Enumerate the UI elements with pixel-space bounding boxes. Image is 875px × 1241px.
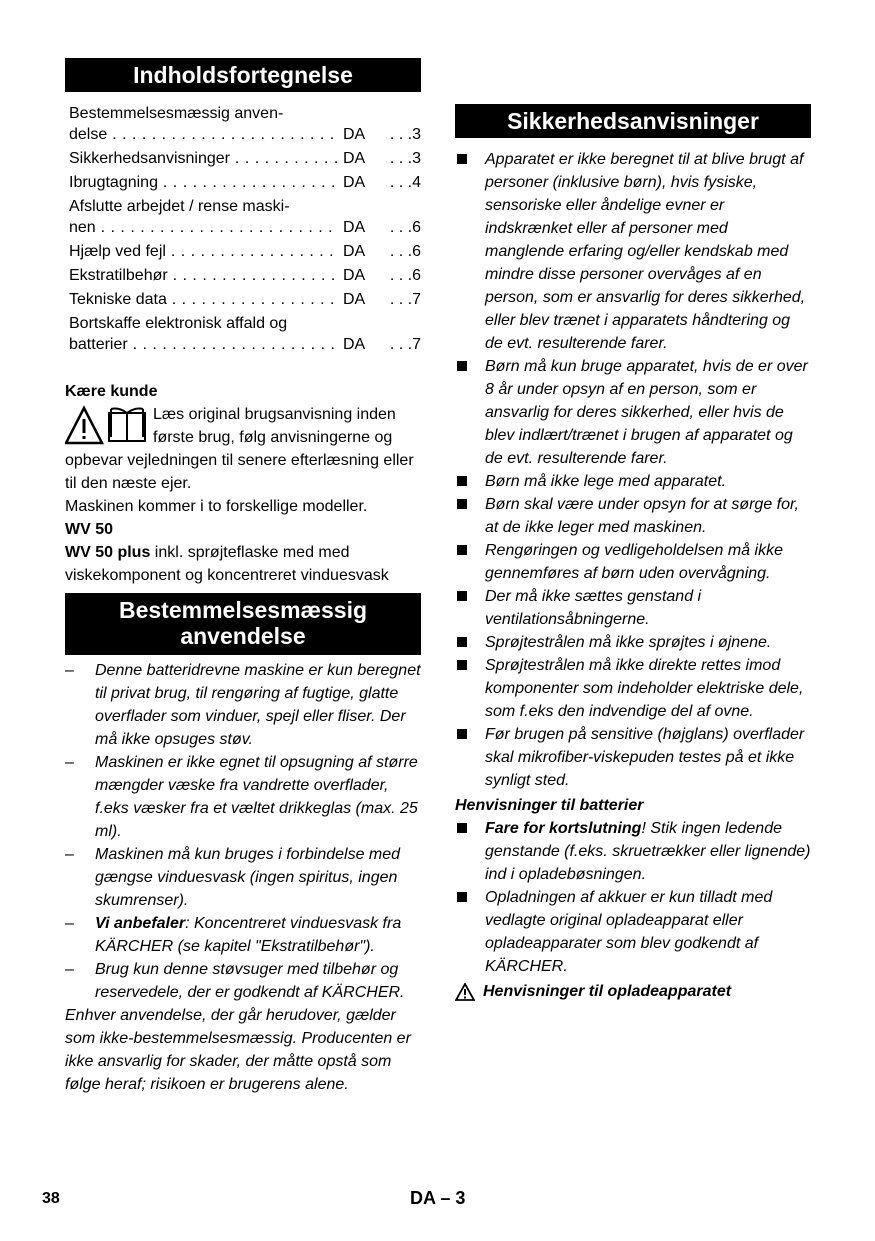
list-item [455,539,811,585]
list-item [455,723,811,792]
list-item [455,654,811,723]
intended-use-title-line1: Bestemmelsesmæssig [118,597,368,623]
toc-title: Indholdsfortegnelse [65,58,421,92]
left-column [65,58,421,1096]
list-item: – Maskinen er ikke egnet til opsugning af større mængder væske fra vandrette overflader, f.eks væsker fra et væltet drikkeglas (max. 25 ml). [65,751,421,843]
intended-use-closing: Enhver anvendelse, der går herudover, gælder som ikke-bestemmelsesmæssig. Producenten er ikke ansvarlig for skader, der måtte opstå som følge heraf; risikoen er brugerens alene. [65,1007,411,1093]
list-item [455,631,811,654]
bullet-square-icon [457,637,467,647]
bullet-square-icon [457,545,467,555]
toc-entry[interactable] [69,148,421,169]
toc-entry-lang: DA [343,336,366,353]
toc-entry[interactable] [69,196,421,238]
toc-entry-line1: Bortskaffe elektronisk affald og [69,315,288,332]
battery-list [455,817,811,978]
bullet-square-icon [457,892,467,902]
charger-heading-row [455,980,811,1003]
list-item-text: ! Stik ingen ledende genstande (f.eks. skruetrækker eller lignende) ind i opladebøsningen. [485,820,811,883]
greeting: Kære kunde [65,383,158,400]
bullet-square-icon [457,729,467,739]
model-wv50-plus-desc: inkl. sprøjteflaske med med viskekomponent og koncentreret vinduesvask [65,544,389,584]
toc-entry-lang: DA [343,150,366,167]
list-item-text: Rengøringen og vedligeholdelsen må ikke gennemføres af børn uden overvågning. [485,542,783,582]
list-item [455,493,811,539]
models-sentence: Maskinen kommer i to forskellige modeller. [65,498,368,515]
toc-entry-label: Ekstratilbehør . . . [69,265,339,286]
toc-entry-lang: DA [343,174,366,191]
bullet-square-icon [457,361,467,371]
toc-entry-lang: DA [343,126,366,143]
notice-text: Læs original brugsanvisning inden første brug, følg anvisningerne og opbevar vejledningen til senere efterlæsning eller til den næste ejer. [65,406,414,492]
list-item-text: Sprøjtestrålen må ikke sprøjtes i øjnene. [485,634,772,651]
right-column [455,52,811,1003]
toc-entry-line1: Afslutte arbejdet / rense maski- [69,198,290,215]
toc-entry-page: . . . 6 [373,265,421,286]
list-item [455,148,811,355]
toc-entry-page: . . . 6 [373,217,421,238]
toc-entry-lang: DA [343,243,366,260]
toc-entry[interactable] [69,265,421,286]
bullet-square-icon [457,823,467,833]
toc-entry-lang: DA [343,219,366,236]
toc-entry-line1: Bestemmelsesmæssig anven- [69,105,284,122]
list-item: – Denne batteridrevne maskine er kun beregnet til privat brug, til rengøring af fugtige, glatte overflader som vinduer, spejl eller fliser. Der må ikke opsuges støv. [65,659,421,751]
toc-entry-page: . . . 3 [373,148,421,169]
toc-entry-label: Ibrugtagning . . . [69,172,339,193]
short-circuit-label: Fare for kortslutning [485,820,642,837]
model-wv50-plus [65,541,421,587]
model-wv50: WV 50 [65,521,114,538]
list-item [65,912,421,958]
toc-entry[interactable] [69,241,421,262]
read-manual-notice [65,403,421,495]
toc-entry[interactable] [69,172,421,193]
toc-entry-lang: DA [343,267,366,284]
list-item [455,817,811,886]
list-item: – Maskinen må kun bruges i forbindelse med gængse vinduesvask (ingen spiritus, ingen skumrenser). [65,843,421,912]
bullet-square-icon [457,476,467,486]
toc-entry[interactable] [69,313,421,355]
safety-title: Sikkerhedsanvisninger [455,104,811,138]
list-item-text: Apparatet er ikke beregnet til at blive brugt af personer (inklusive børn), hvis fysiske, sensoriske eller åndelige evner er indskrænket eller af personer med manglende erfaring og/eller kendskab med mindre disse personer overvåges af en person, som er ansvarlig for deres sikkerhed, eller blev trænet i apparatets håndtering og de evt. resulterende farer. [485,151,806,352]
recommendation-label: Vi anbefaler [95,915,186,932]
list-item-text: Der må ikke sættes genstand i ventilationsåbningerne. [485,588,702,628]
warning-manual-icon [65,405,149,449]
toc-entry-label: batterier . . . [69,334,339,355]
toc-entry[interactable] [69,103,421,145]
table-of-contents [65,103,421,355]
bullet-square-icon [457,499,467,509]
charger-heading: Henvisninger til opladeapparatet [483,983,732,1000]
toc-entry-page: . . . 7 [373,334,421,355]
intended-use-title [65,593,421,655]
toc-entry-page: . . . 4 [373,172,421,193]
list-item-text: Børn må kun bruge apparatet, hvis de er over 8 år under opsyn af en person, som er ansvarlig for deres sikkerhed, eller hvis de blev indlært/trænet i brugen af apparatet og de evt. resulterende farer. [485,358,808,467]
list-item-text: Børn må ikke lege med apparatet. [485,473,727,490]
toc-entry-label: Hjælp ved fejl . . . [69,241,339,262]
list-item-text: Børn skal være under opsyn for at sørge for, at de ikke leger med maskinen. [485,496,799,536]
section-footer: DA – 3 [410,1188,466,1208]
list-item-text: Opladningen af akkuer er kun tilladt med vedlagte original opladeapparat eller opladeapparater som blev godkendt af KÄRCHER. [485,889,773,975]
recommendation-text: : Koncentreret vinduesvask fra KÄRCHER (se kapitel "Ekstratilbehør"). [95,915,402,955]
list-item [455,886,811,978]
page-number: 38 [42,1190,60,1207]
bullet-square-icon [457,154,467,164]
intended-use-title-line2: anvendelse [180,623,306,649]
list-item-text: Sprøjtestrålen må ikke direkte rettes imod komponenter som indeholder elektriske dele, som f.eks den indvendige del af ovne. [485,657,804,720]
toc-entry-page: . . . 7 [373,289,421,310]
model-wv50-plus-name: WV 50 plus [65,544,151,561]
battery-heading: Henvisninger til batterier [455,797,644,814]
list-item [455,470,811,493]
bullet-square-icon [457,591,467,601]
toc-entry-label: delse . . . [69,124,339,145]
toc-entry[interactable] [69,289,421,310]
list-item-text: Før brugen på sensitive (højglans) overflader skal mikrofiber-viskepuden testes på et ikke synligt sted. [485,726,805,789]
safety-list [455,148,811,792]
toc-entry-page: . . . 6 [373,241,421,262]
toc-entry-label: Tekniske data . . . [69,289,339,310]
toc-entry-label: nen . . . [69,217,339,238]
toc-entry-page: . . . 3 [373,124,421,145]
toc-entry-lang: DA [343,291,366,308]
list-item: – Brug kun denne støvsuger med tilbehør og reservedele, der er godkendt af KÄRCHER. [65,958,421,1004]
warning-triangle-icon [455,983,475,1001]
toc-entry-label: Sikkerhedsanvisninger . . . [69,148,339,169]
bullet-square-icon [457,660,467,670]
list-item [455,585,811,631]
intended-use-list [65,659,421,1004]
list-item [455,355,811,470]
